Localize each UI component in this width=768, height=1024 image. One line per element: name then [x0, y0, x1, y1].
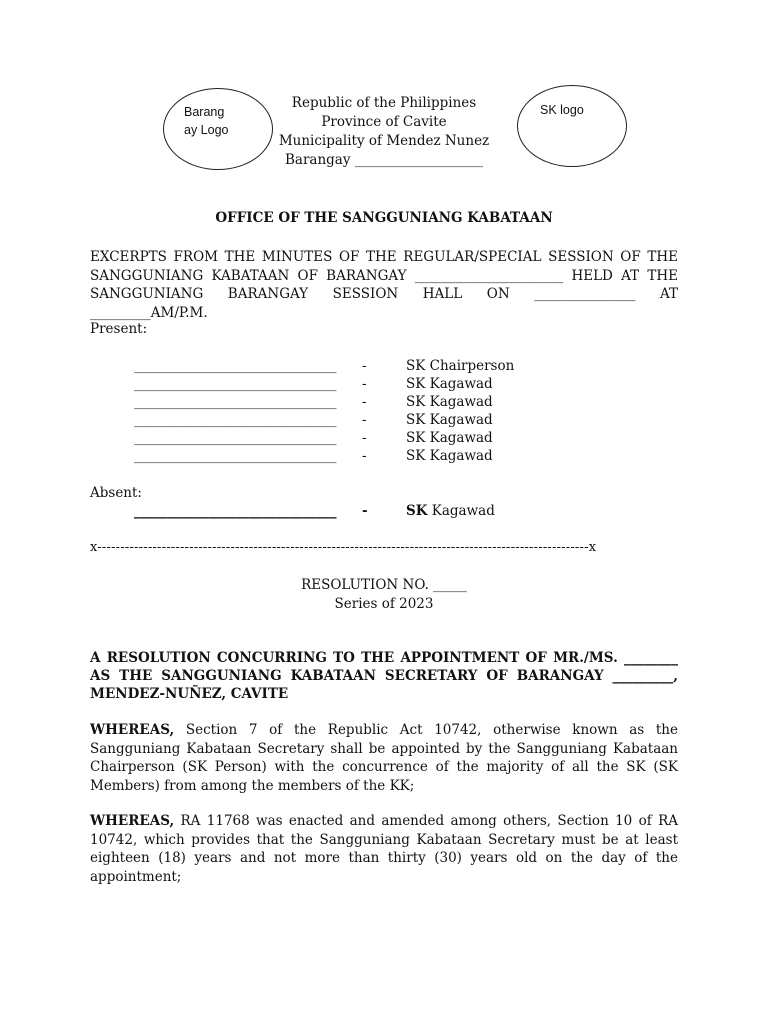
document-header: [240, 94, 528, 170]
sk-logo-label: SK logo: [540, 103, 584, 117]
whereas-paragraph-2: [90, 812, 678, 886]
name-blank: ______________________________: [134, 503, 337, 519]
whereas-lead: WHEREAS,: [90, 722, 175, 738]
header-republic: Republic of the Philippines: [291, 95, 477, 111]
resolution-series: Series of 2023: [334, 596, 434, 612]
row-dash: -: [362, 503, 368, 519]
office-title: OFFICE OF THE SANGGUNIANG KABATAAN: [215, 210, 553, 226]
barangay-logo-label: Barangay Logo: [184, 105, 229, 137]
header-municipality: Municipality of Mendez Nunez: [278, 133, 490, 149]
present-row: [134, 358, 634, 376]
position-label: SK Kagawad: [406, 376, 493, 392]
row-dash: -: [362, 430, 367, 446]
name-blank: ______________________________: [134, 394, 337, 410]
whereas-paragraph-1: [90, 721, 678, 795]
whereas-text: RA 11768 was enacted and amended among others, Section 10 of RA 10742, which provides that the Sangguniang Kabataan Secretary must be at least eighteen (18) years and not more than thirty (30) years old on the day of the appointment;: [90, 813, 678, 885]
row-dash: -: [362, 358, 367, 374]
name-blank: ______________________________: [134, 358, 337, 374]
whereas-lead: WHEREAS,: [90, 813, 175, 829]
position-label: SK Kagawad: [406, 448, 493, 464]
absent-row: [134, 503, 634, 521]
resolution-title: A RESOLUTION CONCURRING TO THE APPOINTMENT OF MR./MS. ________ AS THE SANGGUNIANG KABATAAN SECRETARY OF BARANGAY _________, MENDEZ-NUÑEZ, CAVITE: [90, 650, 678, 702]
sk-logo-placeholder: [517, 85, 627, 167]
row-dash: -: [362, 376, 367, 392]
name-blank: ______________________________: [134, 430, 337, 446]
present-row: [134, 376, 634, 394]
header-barangay: Barangay ___________________: [284, 152, 484, 168]
row-dash: -: [362, 448, 367, 464]
present-label: Present:: [90, 321, 148, 337]
whereas-text: Section 7 of the Republic Act 10742, otherwise known as the Sangguniang Kabataan Secretary shall be appointed by the Sangguniang Kabataan Chairperson (SK Person) with the concurrence of the majority of all the SK (SK Members) from among the members of the KK;: [90, 722, 678, 794]
position-label: SK Kagawad: [406, 430, 493, 446]
resolution-number: RESOLUTION NO. _____: [301, 577, 467, 593]
present-row: [134, 394, 634, 412]
position-rest: Kagawad: [427, 503, 495, 519]
name-blank: ______________________________: [134, 412, 337, 428]
header-province: Province of Cavite: [321, 114, 447, 130]
name-blank: ______________________________: [134, 448, 337, 464]
minutes-excerpt: EXCERPTS FROM THE MINUTES OF THE REGULAR/SPECIAL SESSION OF THE SANGGUNIANG KABATAAN OF BARANGAY ______________________ HELD AT THE SANGGUNIANG BARANGAY SESSION HALL ON _______________ AT _________AM/P.M.: [90, 249, 678, 321]
absent-label: Absent:: [90, 485, 142, 501]
present-row: [134, 448, 634, 466]
name-blank: ______________________________: [134, 376, 337, 392]
position-bold: SK: [406, 503, 428, 519]
present-row: [134, 430, 634, 448]
section-separator: x-----------------------------------------------------------------------------------------------------------x: [90, 540, 597, 555]
resolution-heading: [90, 576, 678, 614]
position-label: SK Kagawad: [406, 394, 493, 410]
position-label: [406, 503, 495, 519]
position-label: SK Kagawad: [406, 412, 493, 428]
row-dash: -: [362, 394, 367, 410]
present-row: [134, 412, 634, 430]
position-label: SK Chairperson: [406, 358, 515, 374]
row-dash: -: [362, 412, 367, 428]
